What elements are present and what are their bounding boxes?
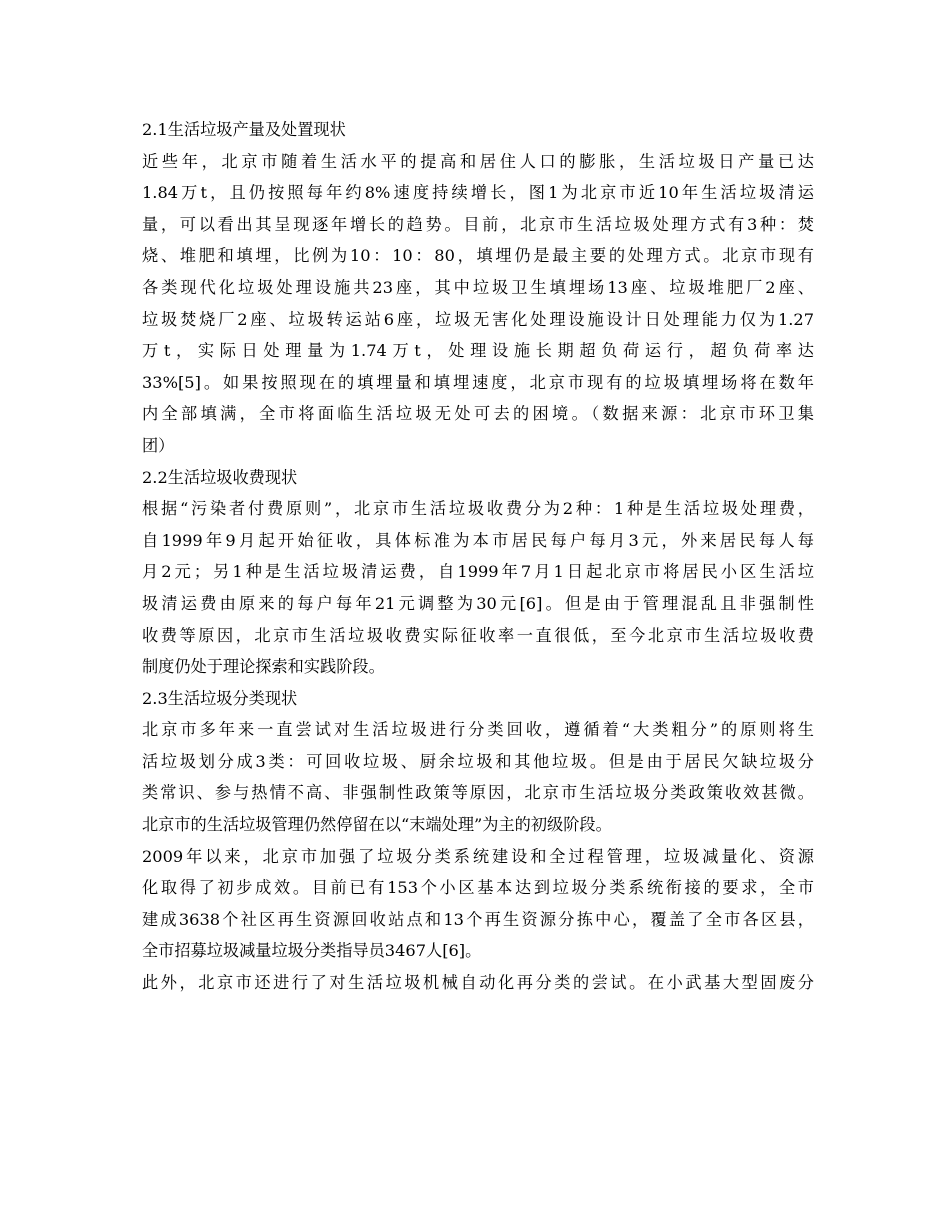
paragraph-line: 制度仍处于理论探索和实践阶段。 [142,657,385,677]
section-heading: 2.1生活垃圾产量及处置现状 [142,120,346,139]
paragraph-line: 圾清运费由原来的每户每年21元调整为30元[6]。但是由于管理混乱且非强制性 [142,593,814,613]
paragraph-line: 活垃圾划分成3类：可回收垃圾、厨余垃圾和其他垃圾。但是由于居民欠缺垃圾分 [142,751,814,771]
paragraph-line: 自1999年9月起开始征收，具体标准为本市居民每户每月3元，外来居民每人每 [142,530,814,550]
paragraph [142,146,814,462]
paragraph-line: 团） [142,435,175,455]
paragraph-line: 建成3638个社区再生资源回收站点和13个再生资源分拣中心，覆盖了全市各区县， [142,909,814,929]
paragraph [142,493,814,683]
paragraph-line: 近些年，北京市随着生活水平的提高和居住人口的膨胀，生活垃圾日产量已达 [142,151,814,171]
paragraph [142,841,814,967]
paragraph-line: 化取得了初步成效。目前已有153个小区基本达到垃圾分类系统衔接的要求，全市 [142,878,814,898]
paragraph-line: 2009年以来，北京市加强了垃圾分类系统建设和全过程管理，垃圾减量化、资源 [142,846,814,866]
paragraph-line: 33%[5]。如果按照现在的填埋量和填埋速度，北京市现有的垃圾填埋场将在数年 [142,372,814,392]
paragraph-line: 根据“污染者付费原则”，北京市生活垃圾收费分为2种：1种是生活垃圾处理费， [142,499,814,519]
paragraph-line: 北京市的生活垃圾管理仍然停留在以“末端处理”为主的初级阶段。 [142,815,612,835]
paragraph-line: 量，可以看出其呈现逐年增长的趋势。目前，北京市生活垃圾处理方式有3种：焚 [142,214,814,234]
paragraph-line: 内全部填满，全市将面临生活垃圾无处可去的困境。（数据来源：北京市环卫集 [142,404,814,424]
paragraph-line: 各类现代化垃圾处理设施共23座，其中垃圾卫生填埋场13座、垃圾堆肥厂2座、 [142,277,814,297]
paragraph-line: 此外，北京市还进行了对生活垃圾机械自动化再分类的尝试。在小武基大型固废分 [142,973,814,993]
paragraph-line: 全市招募垃圾减量垃圾分类指导员3467人[6]。 [142,941,482,961]
paragraph-line: 北京市多年来一直尝试对生活垃圾进行分类回收，遵循着“大类粗分”的原则将生 [142,720,814,740]
paragraph-line: 1.84万t，且仍按照每年约8%速度持续增长，图1为北京市近10年生活垃圾清运 [142,183,814,203]
paragraph-line: 月2元；另1种是生活垃圾清运费，自1999年7月1日起北京市将居民小区生活垃 [142,562,814,582]
paragraph-line: 垃圾焚烧厂2座、垃圾转运站6座，垃圾无害化处理设施设计日处理能力仅为1.27 [142,309,814,329]
paragraph-line: 收费等原因，北京市生活垃圾收费实际征收率一直很低，至今北京市生活垃圾收费 [142,625,814,645]
paragraph-line: 类常识、参与热情不高、非强制性政策等原因，北京市生活垃圾分类政策收效甚微。 [142,783,814,803]
section-heading: 2.2生活垃圾收费现状 [142,467,298,487]
document-page [142,114,814,999]
paragraph-line: 烧、堆肥和填埋，比例为10：10：80，填埋仍是最主要的处理方式。北京市现有 [142,246,814,266]
paragraph [142,714,814,840]
paragraph-line: 万t，实际日处理量为1.74万t，处理设施长期超负荷运行，超负荷率达 [142,341,814,361]
section-heading: 2.3生活垃圾分类现状 [142,688,298,708]
paragraph [142,967,814,999]
